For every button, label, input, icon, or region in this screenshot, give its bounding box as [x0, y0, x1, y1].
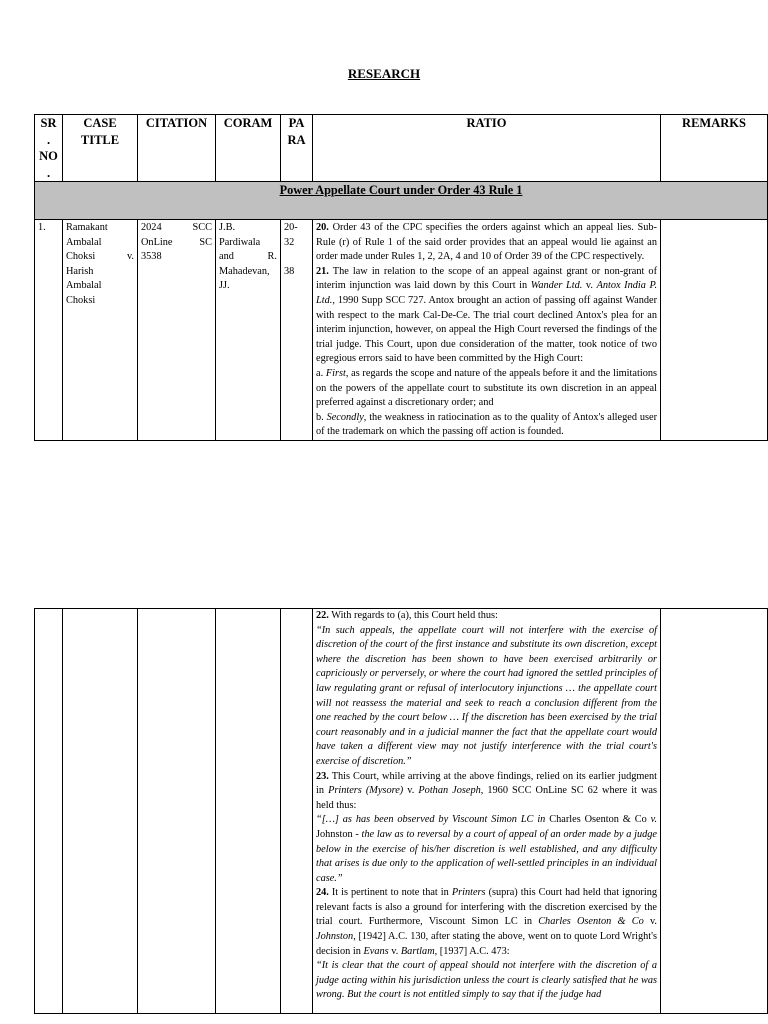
header-coram: CORAM [216, 115, 281, 182]
row-sr-no [35, 609, 63, 1014]
row-coram [216, 609, 281, 1014]
table-row [35, 220, 768, 441]
row-remarks [661, 220, 768, 441]
header-ratio: RATIO [313, 115, 661, 182]
ratio-para-24: 24. It is pertinent to note that in Printers (supra) this Court had held that ignoring relevant facts is also a ground for interfering with the discretion exercised by the trial court. Furthermore, Viscount Simon LC in Charles Osenton & Co v. Johnston, [1942] A.C. 130, after stating the above, went on to quote Lord Wright's decision in Evans v. Bartlam, [1937] A.C. 473: [316, 887, 657, 957]
header-para: PA RA [281, 115, 313, 182]
header-citation: CITATION [138, 115, 216, 182]
research-table [34, 114, 768, 441]
ratio-quote-24: “It is clear that the court of appeal should not interfere with the discretion of a judge acting within his jurisdiction unless the court is clearly satisfied that he was wrong. But the court is not entitled simply to say that if the judge had [316, 960, 657, 1001]
header-remarks: REMARKS [661, 115, 768, 182]
header-sr-no: SR . NO . [35, 115, 63, 182]
ratio-para-23: 23. This Court, while arriving at the above findings, relied on its earlier judgment in Printers (Mysore) v. Pothan Joseph, 1960 SCC OnLine SC 62 where it was held thus: [316, 770, 657, 811]
section-row [35, 182, 768, 220]
header-row [35, 115, 768, 182]
row-ratio [313, 220, 661, 441]
ratio-quote-22: “In such appeals, the appellate court will not interfere with the exercise of discretion of the court of the first instance and substitute its own discretion, except where the discretion has been shown to have been exercised arbitrarily or capriciously or perversely, or where the court had ignored the settled principles of law regulating grant or refusal of interlocutory injunctions … the appellate court will not reassess the material and seek to reach a conclusion different from the one reached by the court below … If the discretion has been exercised by the trial court reasonably and in a judicial manner the fact that the appellate court would have taken a different view may not justify interference with the trial court's exercise of discretion.” [316, 624, 657, 767]
row-citation: 2024 SCC OnLine SC 3538 [138, 220, 216, 441]
row-remarks [661, 609, 768, 1014]
header-case-title: CASE TITLE [63, 115, 138, 182]
ratio-para-20: 20. Order 43 of the CPC specifies the orders against which an appeal lies. Sub-Rule (r) of Rule 1 of the said order provides that an appeal would lie against an order made under Rules 1, 2, 2A, 4 and 10 of Order 39 of the CPC respectively. [316, 222, 657, 263]
row-case-title [63, 609, 138, 1014]
row-coram: J.B. Pardiwala and R. Mahadevan, JJ. [216, 220, 281, 441]
row-citation [138, 609, 216, 1014]
ratio-point-a: a. First, as regards the scope and nature of the appeals before it and the limitations on the powers of the appellate court to substitute its own discretion in an appeal preferred against a discretionary order; and [316, 367, 658, 409]
ratio-quote-23: “[…] as has been observed by Viscount Simon LC in Charles Osenton & Co v. Johnston - the law as to reversal by a court of appeal of an order made by a judge below in the exercise of his/her discretion is well established, and any difficulty that arises is due only to the application of well-settled principles in an individual case.” [316, 814, 658, 884]
row-case-title: Ramakant Ambalal Choksi v. Harish Ambalal Choksi [63, 220, 138, 441]
row-para [281, 609, 313, 1014]
ratio-para-21: 21. The law in relation to the scope of an appeal against grant or non-grant of interim injunction was laid down by this Court in Wander Ltd. v. Antox India P. Ltd., 1990 Supp SCC 727. Antox brought an action of passing off against Wander with respect to the mark Cal-De-Ce. The trial court declined Antox's plea for an interim injunction, however, on appeal the High Court reversed the findings of the trial judge. This Court, upon due consideration of the matter, took notice of two egregious errors said to have been committed by the High Court: [316, 265, 658, 365]
row-para: 20- 32 38 [281, 220, 313, 441]
page-title: RESEARCH [347, 66, 421, 81]
table-row [35, 609, 768, 1014]
row-ratio [313, 609, 661, 1014]
research-table-continued [34, 608, 768, 1014]
row-sr-no: 1. [35, 220, 63, 441]
ratio-point-b: b. Secondly, the weakness in ratiocination as to the quality of Antox's alleged user of the trademark on which the passing off action is founded. [316, 411, 657, 438]
ratio-para-22: 22. With regards to (a), this Court held thus: [316, 610, 498, 621]
section-heading: Power Appellate Court under Order 43 Rule 1 [35, 182, 768, 220]
